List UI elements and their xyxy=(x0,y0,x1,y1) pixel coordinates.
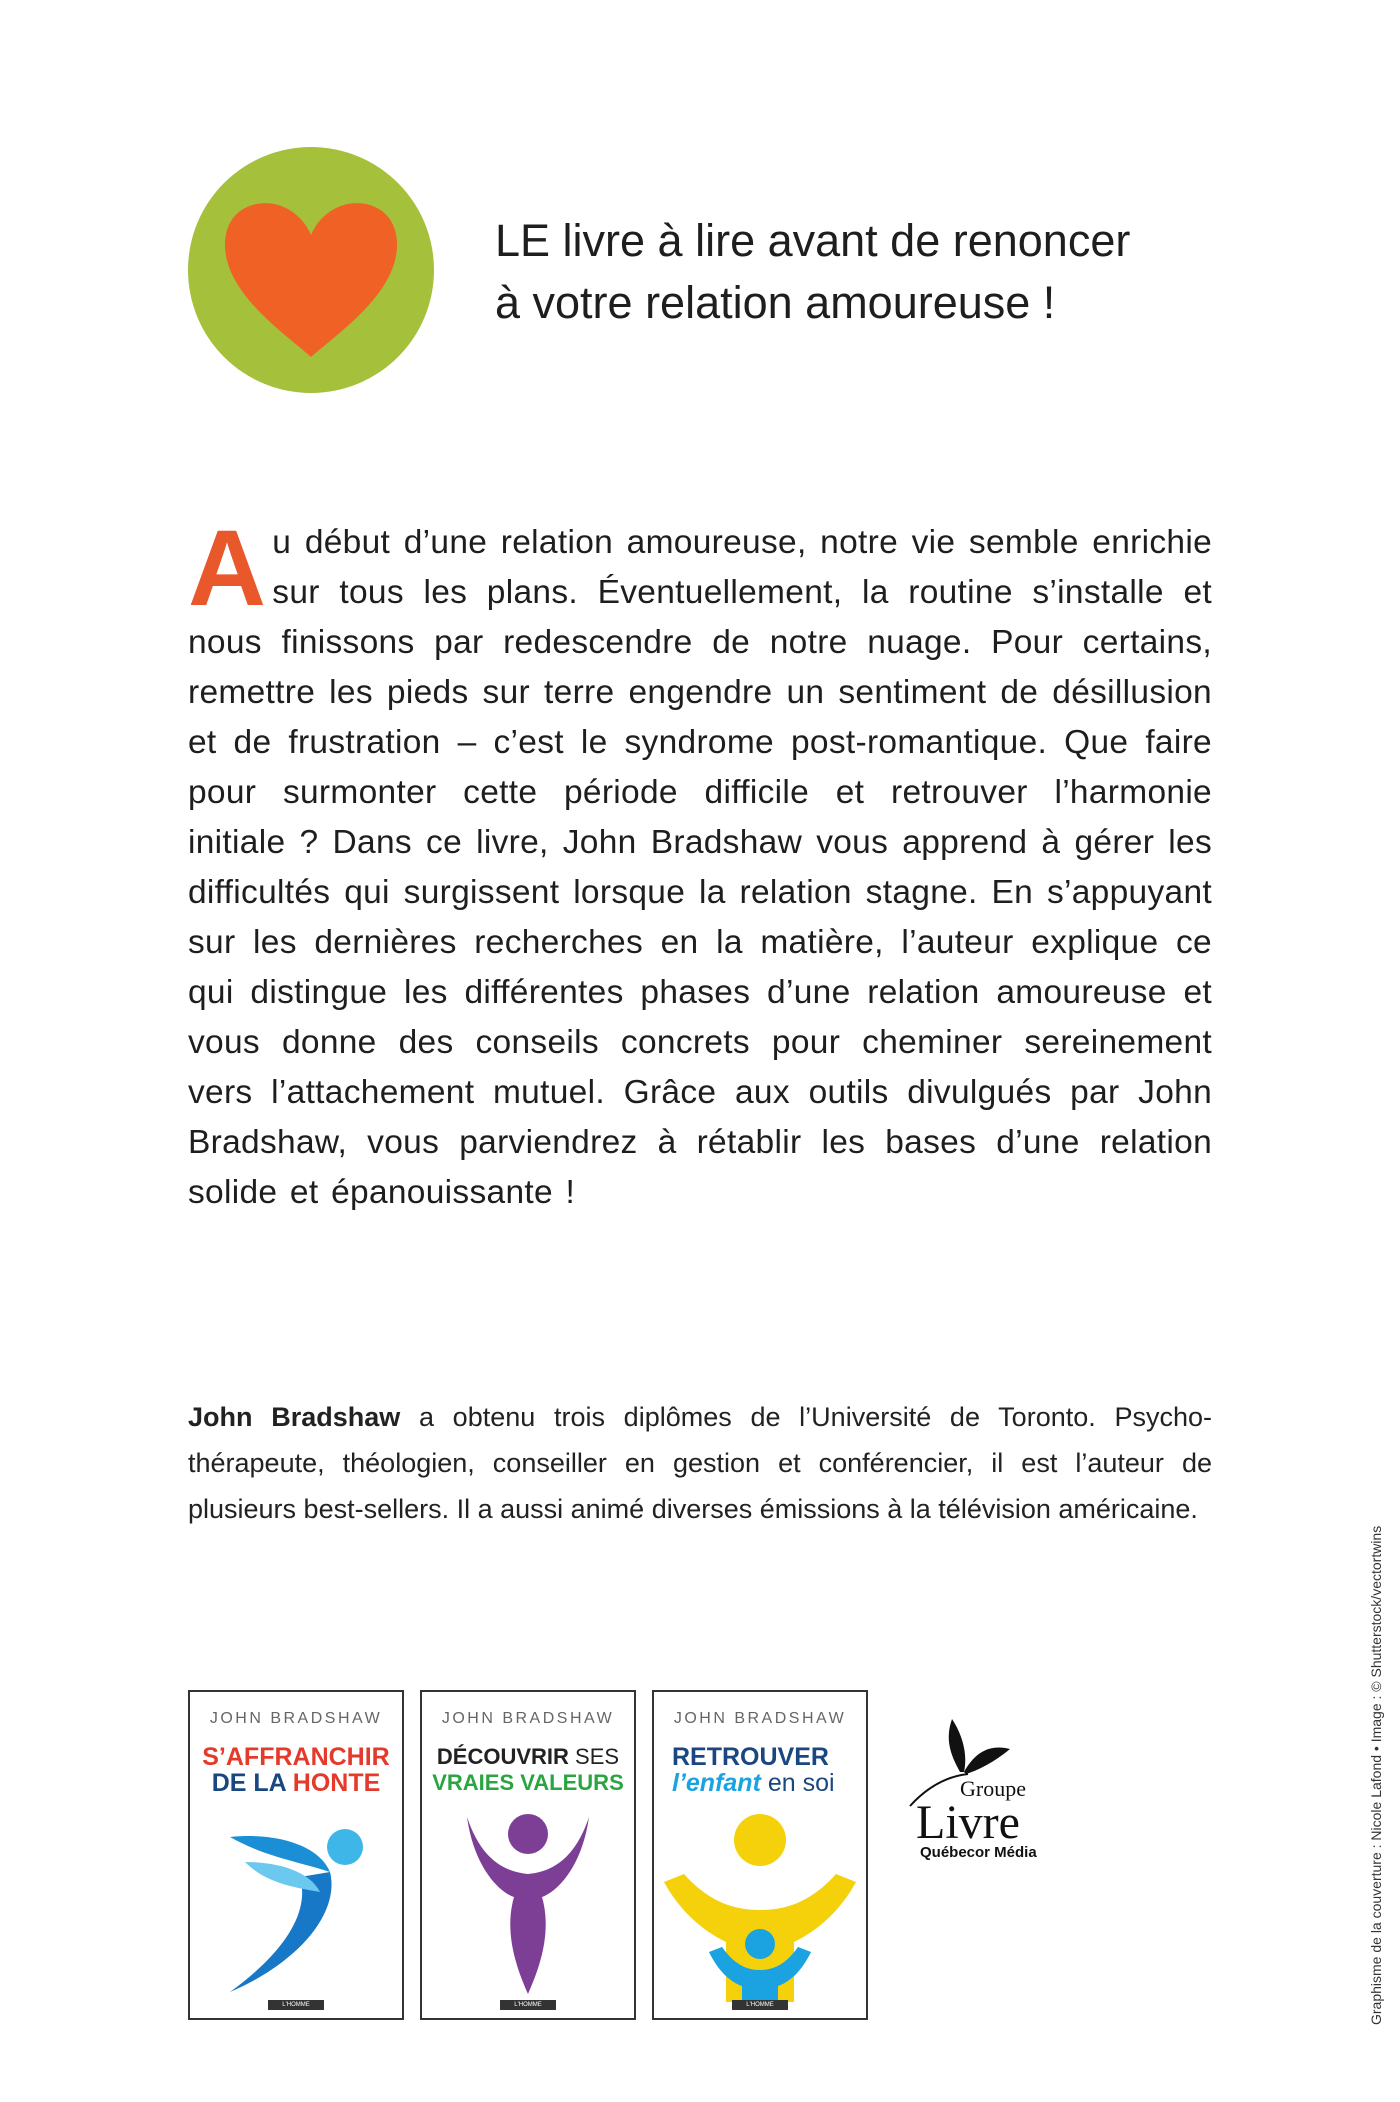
raised-arms-figure-icon xyxy=(422,1802,634,2002)
imprint-logo: L'HOMME xyxy=(500,2000,556,2010)
imprint-logo: L'HOMME xyxy=(732,2000,788,2010)
book-title-line-1: S’AFFRANCHIR xyxy=(202,1743,390,1771)
author-name: John Bradshaw xyxy=(188,1402,401,1432)
book-cover-retrouver xyxy=(652,1690,868,2020)
publisher-media: Québecor Média xyxy=(920,1844,1037,1861)
bio-text: a obtenu trois diplômes de l’Université de Toronto. Psychothérapeute, théologien, conseiller en gestion et conférencier, il est l’auteur de plusieurs best-sellers. Il a aussi animé diverses émissions à la télévision américaine. xyxy=(188,1402,1212,1524)
cover-credit: Graphisme de la couverture : Nicole Lafond • Image : © Shutterstock/vectortwins xyxy=(1368,1525,1384,2025)
book-title-line-2a: l’enfant xyxy=(672,1769,761,1797)
drop-cap: A xyxy=(188,507,267,628)
book-title-line-2a: DE LA xyxy=(211,1769,293,1797)
book-title-line-2b: HONTE xyxy=(292,1769,381,1797)
blurb-text: u début d’une relation amoureuse, notre vie semble enrichie sur tous les plans. Éventuellement, la routine s’installe et nous finissons par redescendre de notre nuage. Pour certains, remettre les pieds sur terre engendre un sentiment de désillusion et de frustration – c’est le syndrome post-romantique. Que faire pour surmonter cette période difficile et retrouver l’harmonie initiale ? Dans ce livre, John Bradshaw vous apprend à gérer les difficultés qui surgissent lorsque la relation stagne. En s’appuyant sur les dernières recherches en la matière, l’auteur explique ce qui distingue les différentes phases d’une relation amoureuse et vous donne des conseils concrets pour cheminer sereinement vers l’attachement mutuel. Grâce aux outils divulgués par John Bradshaw, vous parviendrez à rétablir les bases d’une relation solide et épanouissante ! xyxy=(188,524,1212,1211)
tagline xyxy=(495,210,1255,334)
book-title xyxy=(672,1744,862,1796)
parent-child-figure-icon xyxy=(654,1802,866,2002)
book-title xyxy=(422,1744,634,1796)
publisher-livre: Livre xyxy=(916,1796,1020,1849)
book-cover-decouvrir xyxy=(420,1690,636,2020)
book-title-line-2: VRAIES VALEURS xyxy=(432,1770,624,1795)
book-author: JOHN BRADSHAW xyxy=(209,1710,383,1727)
tagline-line-1: LE livre à lire avant de renoncer xyxy=(495,215,1131,266)
imprint-logo: L'HOMME xyxy=(268,2000,324,2010)
heart-badge xyxy=(188,147,434,393)
book-author: JOHN BRADSHAW xyxy=(673,1710,847,1727)
book-cover-affranchir xyxy=(188,1690,404,2020)
publisher-groupe: Groupe xyxy=(960,1776,1026,1801)
tagline-line-2: à votre relation amoureuse ! xyxy=(495,277,1056,328)
publisher-logo xyxy=(916,1776,1046,1861)
book-title-line-2b: en soi xyxy=(760,1769,835,1797)
book-blurb xyxy=(188,507,1212,1218)
book-author: JOHN BRADSHAW xyxy=(441,1710,615,1727)
book-title-line-1: RETROUVER xyxy=(672,1743,829,1771)
book-title-line-1a: DÉCOUVRIR xyxy=(436,1744,569,1769)
book-title xyxy=(190,1744,402,1796)
leaping-figure-icon xyxy=(190,1802,402,2002)
author-bio xyxy=(188,1394,1212,1532)
book-title-line-1b: SES xyxy=(568,1744,620,1769)
